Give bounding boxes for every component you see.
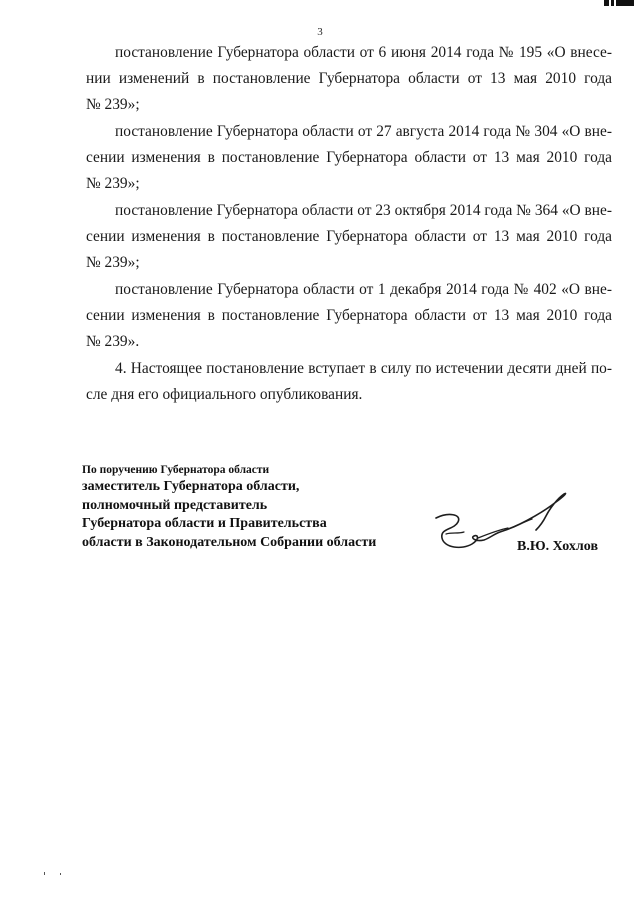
position-line: заместитель Губернатора области, — [82, 479, 300, 494]
position-line: полномочный представитель — [82, 497, 268, 513]
signature-block — [82, 462, 422, 552]
paragraph-line: сении изменения в постановление Губернатора области от 13 мая 2010 года — [86, 228, 612, 245]
paragraph-line: № 239»; — [86, 175, 140, 192]
paragraph-line: № 239». — [86, 333, 140, 350]
paragraph-line: постановление Губернатора области от 23 октября 2014 года № 364 «О вне- — [115, 202, 612, 219]
handwritten-signature — [428, 488, 578, 568]
paragraph-line: нии изменений в постановление Губернатора области от 13 мая 2010 года — [86, 70, 612, 87]
signer-name: В.Ю. Хохлов — [517, 539, 598, 554]
paragraph-decree-304 — [86, 119, 612, 197]
position-line: области в Законодательном Собрании области — [82, 534, 377, 550]
page-number: 3 — [317, 26, 323, 38]
paragraph-line: 4. Настоящее постановление вступает в силу по истечении десяти дней по- — [115, 360, 612, 377]
paragraph-line: № 239»; — [86, 96, 140, 113]
scan-corner-mark — [604, 0, 634, 6]
paragraph-effective-date — [86, 356, 612, 408]
scan-speck — [44, 872, 45, 875]
paragraph-decree-402 — [86, 277, 612, 355]
by-order-line: По поручению Губернатора области — [82, 464, 270, 476]
scan-speck — [60, 873, 61, 875]
paragraph-decree-364 — [86, 198, 612, 276]
paragraph-line: постановление Губернатора области от 27 августа 2014 года № 304 «О вне- — [115, 123, 612, 140]
paragraph-line: сении изменения в постановление Губернатора области от 13 мая 2010 года — [86, 149, 612, 166]
paragraph-decree-195 — [86, 40, 612, 118]
paragraph-line: сении изменения в постановление Губернатора области от 13 мая 2010 года — [86, 307, 612, 324]
paragraph-line: сле дня его официального опубликования. — [86, 386, 363, 403]
paragraph-line: постановление Губернатора области от 1 декабря 2014 года № 402 «О вне- — [115, 281, 612, 298]
position-line: Губернатора области и Правительства — [82, 516, 327, 531]
paragraph-line: № 239»; — [86, 254, 140, 271]
paragraph-line: постановление Губернатора области от 6 июня 2014 года № 195 «О внесе- — [115, 44, 612, 61]
